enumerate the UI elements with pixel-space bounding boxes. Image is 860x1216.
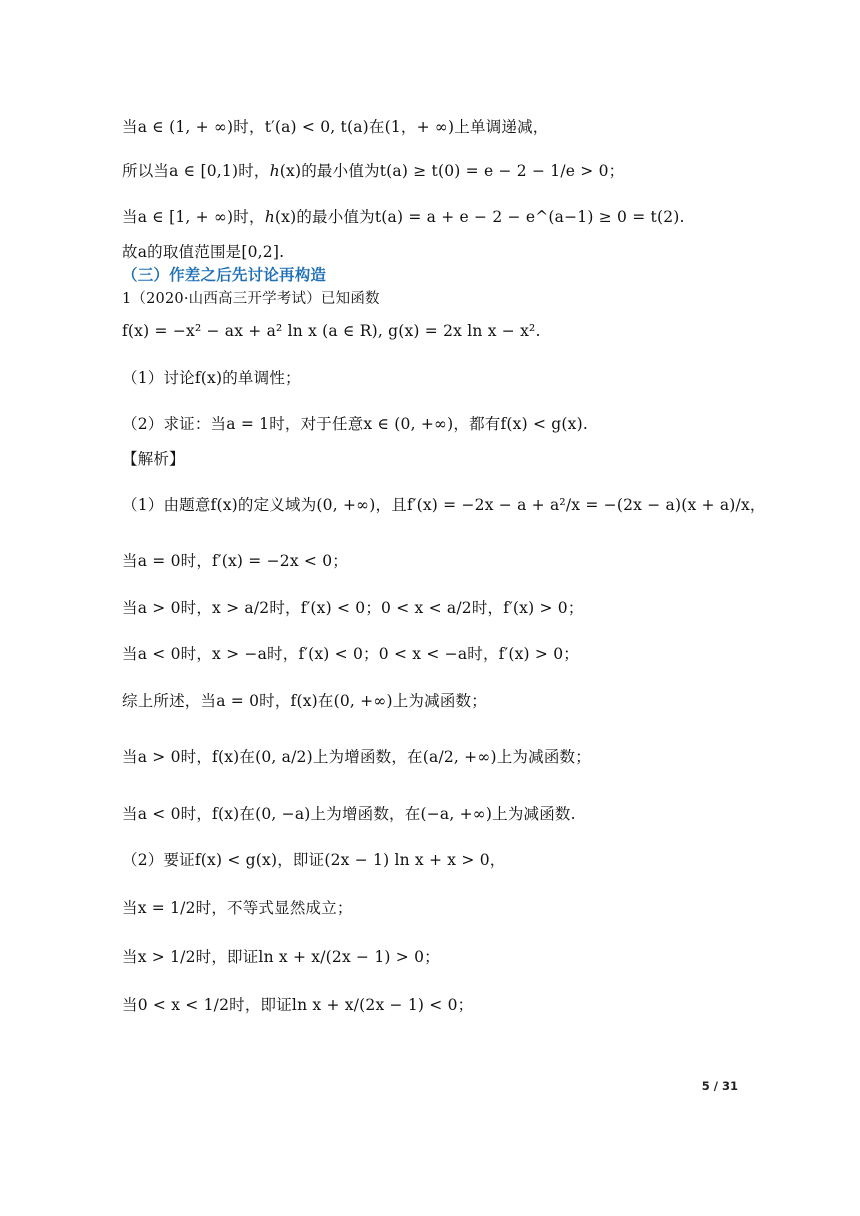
question-1: （1）讨论f(x)的单调性； (122, 369, 301, 387)
problem-source: 1（2020·山西高三开学考试）已知函数 (122, 291, 380, 307)
formula-line: f(x) = −x² − ax + a² ln x (a ∈ R), g(x) = 2x ln x − x². (122, 322, 541, 340)
question-2: （2）求证：当a = 1时，对于任意x ∈ (0, +∞)，都有f(x) < g(x). (122, 415, 588, 433)
text-line: 当a > 0时，x > a/2时，f′(x) < 0；0 < x < a/2时，f′(x) > 0； (122, 599, 584, 617)
page-number: 5 / 31 (701, 1079, 738, 1093)
text-line: 综上所述，当a = 0时，f(x)在(0, +∞)上为减函数； (122, 692, 487, 710)
text-line: 当a = 0时，f′(x) = −2x < 0； (122, 552, 348, 570)
text-line: 当x > 1/2时，即证ln x + x/(2x − 1) > 0； (122, 948, 440, 966)
text-line: 当a > 0时，f(x)在(0, a/2)上为增函数，在(a/2, +∞)上为减函数； (122, 748, 591, 766)
text-line: 所以当a ∈ [0,1)时，ℎ(x)的最小值为t(a) ≥ t(0) = e − 2 − 1/e > 0； (122, 162, 625, 180)
text-line: （2）要证f(x) < g(x)，即证(2x − 1) ln x + x > 0， (122, 851, 506, 869)
text-line: 当a < 0时，f(x)在(0, −a)上为增函数，在(−a, +∞)上为减函数. (122, 805, 576, 823)
text-line: 当a < 0时，x > −a时，f′(x) < 0；0 < x < −a时，f′(x) > 0； (122, 645, 579, 663)
solution-label: 【解析】 (122, 450, 185, 468)
text-line: 故a的取值范围是[0,2]. (122, 243, 285, 261)
text-line: （1）由题意f(x)的定义域为(0, +∞)，且f′(x) = −2x − a + a²/x = −(2x − a)(x + a)/x， (122, 496, 766, 514)
text-line: 当x = 1/2时，不等式显然成立； (122, 899, 353, 917)
text-line: 当a ∈ [1, + ∞)时，ℎ(x)的最小值为t(a) = a + e − 2 − e^(a−1) ≥ 0 = t(2). (122, 208, 685, 226)
text-line: 当0 < x < 1/2时，即证ln x + x/(2x − 1) < 0； (122, 996, 474, 1014)
section-heading: （三）作差之后先讨论再构造 (122, 266, 327, 284)
text-line: 当a ∈ (1, + ∞)时，t′(a) < 0, t(a)在(1，+ ∞)上单调递减， (122, 118, 549, 136)
